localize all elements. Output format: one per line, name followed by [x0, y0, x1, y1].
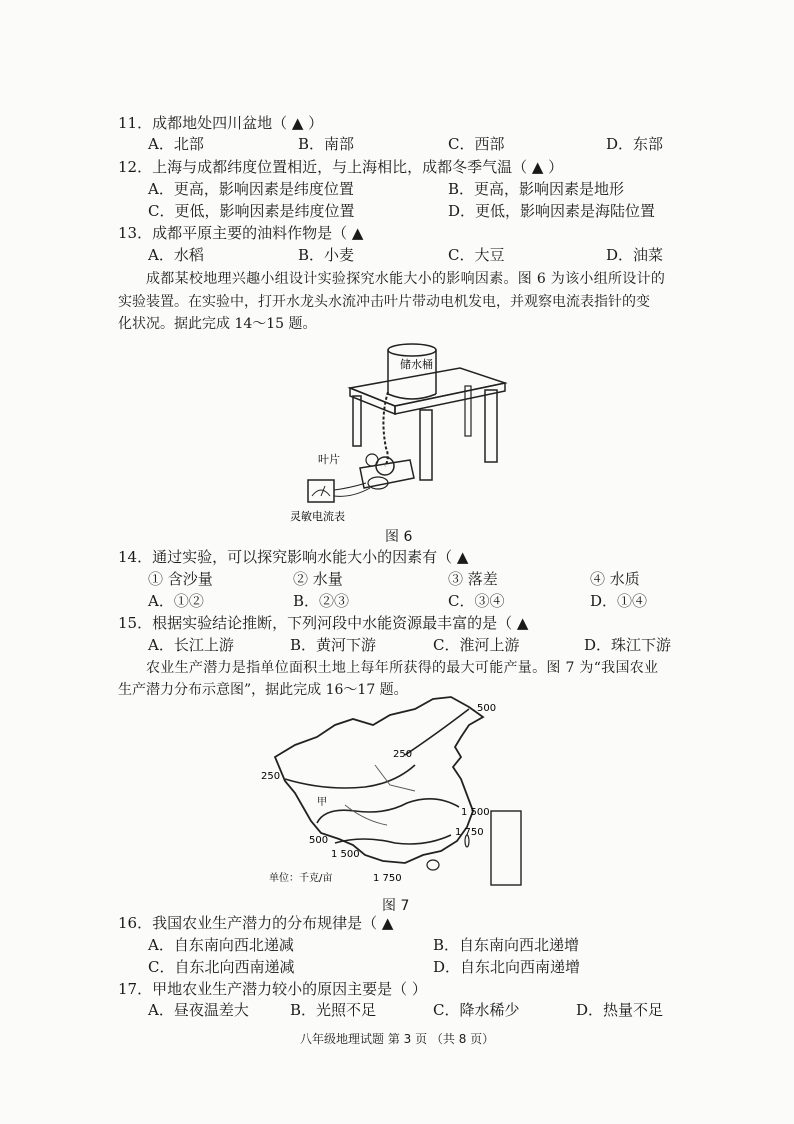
contour-1750 — [335, 835, 451, 844]
contour-label: 250 — [261, 771, 281, 782]
contour-label: 1 500 — [461, 807, 490, 818]
q11-option-b: B．南部 — [298, 135, 355, 153]
q12-option-d: D．更低，影响因素是海陆位置 — [448, 202, 656, 220]
tank-label: 储水桶 — [400, 358, 433, 371]
passage-1-line-1: 成都某校地理兴趣小组设计实验探究水能大小的影响因素。图 6 为该小组所设计的 — [146, 271, 666, 287]
q14-option-d: D．①④ — [590, 592, 648, 610]
q14-option-a: A．①② — [148, 592, 204, 610]
q13-option-a: A．水稻 — [148, 246, 204, 264]
q16-option-b: B．自东南向西北递增 — [433, 936, 580, 954]
question-14-stem: 14．通过实验，可以探究影响水能大小的因素有（ ▲ — [118, 548, 469, 566]
question-16-stem: 16．我国农业生产潜力的分布规律是（ ▲ — [118, 914, 394, 932]
contour-label: 250 — [393, 749, 413, 760]
contour-label: 1 750 — [373, 873, 402, 884]
q15-option-a: A．长江上游 — [148, 636, 234, 654]
q17-option-b: B．光照不足 — [290, 1001, 377, 1019]
passage-2-line-2: 生产潜力分布示意图”，据此完成 16～17 题。 — [118, 682, 408, 698]
q16-option-c: C．自东北向西南递减 — [148, 958, 295, 976]
location-jia-label: 甲 — [317, 797, 327, 808]
q17-option-a: A．昼夜温差大 — [148, 1001, 249, 1019]
map-unit: 单位：千克/亩 — [269, 873, 333, 884]
q14-option-c: C．③④ — [448, 592, 505, 610]
figure-7-china-potential-map — [255, 695, 535, 895]
question-11-stem: 11．成都地处四川盆地（ ▲ ） — [118, 114, 324, 132]
q14-statement-1: ① 含沙量 — [148, 570, 213, 588]
contour-label: 500 — [477, 703, 497, 714]
contour-label: 500 — [309, 835, 329, 846]
contour-500 — [405, 709, 469, 755]
question-17-stem: 17．甲地农业生产潜力较小的原因主要是（ ） — [118, 980, 427, 998]
galvanometer — [308, 480, 334, 502]
page-footer: 八年级地理试题 第 3 页 （共 8 页） — [300, 1032, 495, 1046]
q15-option-d: D．珠江下游 — [584, 636, 672, 654]
q14-option-b: B．②③ — [293, 592, 350, 610]
blade-label: 叶片 — [318, 453, 340, 466]
figure-6-caption: 图 6 — [385, 529, 413, 545]
contour-250 — [285, 765, 415, 788]
question-13-stem: 13．成都平原主要的油料作物是（ ▲ — [118, 224, 364, 242]
q15-option-c: C．淮河上游 — [433, 636, 520, 654]
question-12-stem: 12．上海与成都纬度位置相近，与上海相比，成都冬季气温（ ▲ ） — [118, 158, 564, 176]
q16-option-a: A．自东南向西北递减 — [148, 936, 294, 954]
q13-option-b: B．小麦 — [298, 246, 355, 264]
q13-option-d: D．油菜 — [606, 246, 664, 264]
q13-option-c: C．大豆 — [448, 246, 505, 264]
table-leg — [353, 396, 361, 446]
q17-option-d: D．热量不足 — [576, 1001, 664, 1019]
passage-2-line-1: 农业生产潜力是指单位面积土地上每年所获得的最大可能产量。图 7 为“我国农业 — [146, 660, 659, 676]
question-15-stem: 15．根据实验结论推断，下列河段中水能资源最丰富的是（ ▲ — [118, 614, 529, 632]
q12-option-a: A．更高，影响因素是纬度位置 — [148, 180, 354, 198]
q12-option-c: C．更低，影响因素是纬度位置 — [148, 202, 355, 220]
table-leg — [420, 410, 432, 480]
q14-statement-3: ③ 落差 — [448, 570, 498, 588]
table-leg — [485, 390, 497, 462]
q11-option-d: D．东部 — [606, 135, 664, 153]
q15-option-b: B．黄河下游 — [290, 636, 377, 654]
figure-7-caption: 图 7 — [382, 898, 410, 914]
meter-label: 灵敏电流表 — [290, 510, 345, 523]
passage-1-line-2: 实验装置。在实验中，打开水龙头水流冲击叶片带动电机发电，并观察电流表指针的变 — [118, 294, 650, 310]
figure-6-experiment-apparatus — [290, 338, 520, 528]
q16-option-d: D．自东北向西南递增 — [433, 958, 581, 976]
contour-1500 — [317, 799, 459, 823]
passage-1-line-3: 化状况。据此完成 14～15 题。 — [118, 316, 317, 332]
q17-option-c: C．降水稀少 — [433, 1001, 520, 1019]
q11-option-a: A．北部 — [148, 135, 204, 153]
q14-statement-2: ② 水量 — [293, 570, 343, 588]
q11-option-c: C．西部 — [448, 135, 505, 153]
table-top — [350, 368, 505, 406]
q14-statement-4: ④ 水质 — [590, 570, 640, 588]
contour-label: 1 750 — [455, 827, 484, 838]
q12-option-b: B．更高，影响因素是地形 — [448, 180, 625, 198]
south-china-sea-inset — [491, 811, 521, 885]
contour-label: 1 500 — [331, 849, 360, 860]
